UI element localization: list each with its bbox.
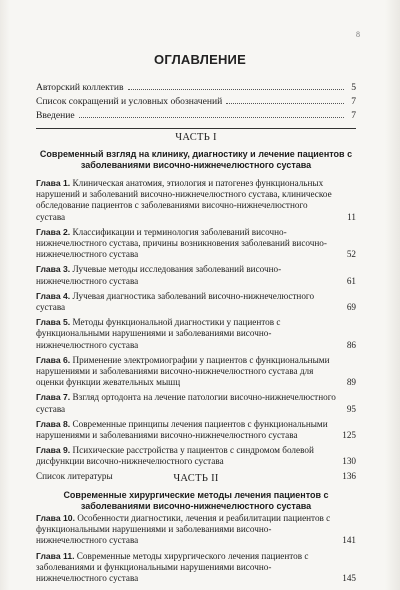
chapter-number: Глава 7.: [36, 392, 71, 403]
toc-entry[interactable]: [36, 513, 356, 547]
toc-entry-page: 7: [351, 96, 356, 107]
toc-entry[interactable]: [36, 419, 356, 441]
toc-entry-page: 69: [346, 302, 356, 313]
chapter-number: Глава 1.: [36, 178, 71, 188]
divider: [36, 128, 356, 129]
dot-leader: [226, 103, 344, 104]
chapter-title: Лучевая диагностика заболеваний височно-нижнечелюстного сустава: [36, 290, 315, 313]
toc-entry[interactable]: [36, 317, 356, 351]
dot-leader: [79, 117, 344, 118]
page-title: ОГЛАВЛЕНИЕ: [154, 52, 246, 67]
toc-entry[interactable]: [36, 355, 356, 389]
toc-entry[interactable]: [36, 392, 356, 414]
chapter-number: Глава 6.: [36, 354, 71, 365]
toc-entry-page: 125: [342, 430, 356, 441]
toc-entry-page: 89: [346, 377, 356, 388]
toc-entry[interactable]: [36, 291, 356, 313]
part-2-chapters: [36, 513, 356, 584]
toc-entry-page: 61: [346, 275, 356, 286]
toc-entry-label: Список сокращений и условных обозначений: [36, 96, 223, 107]
toc-entry-page: 141: [342, 535, 356, 546]
front-matter-list: [36, 82, 356, 124]
chapter-title: Клиническая анатомия, этиология и патогенез функциональных нарушений и заболеваний височно-нижнечелюстного сустава, клиническое обследование пациентов с заболеваниями височно-нижнечелюстного сустава: [36, 178, 332, 222]
chapter-number: Глава 3.: [36, 264, 71, 275]
toc-entry-page: 11: [347, 211, 356, 222]
part-2-header: [36, 470, 356, 512]
toc-entry-page: 7: [351, 110, 356, 121]
toc-entry-page: 86: [346, 339, 356, 350]
chapter-title: Классификации и терминология заболеваний височно-нижнечелюстного сустава, причины возникновения заболеваний височно-нижнечелюстного сустава: [36, 226, 327, 260]
chapter-title: Психические расстройства у пациентов с синдромом болевой дисфункции височно-нижнечелюстного сустава: [36, 445, 314, 467]
toc-entry-page: 136: [342, 470, 356, 481]
chapter-number: Глава 9.: [36, 445, 71, 456]
chapter-number: Глава 10.: [36, 513, 75, 523]
chapter-number: Глава 8.: [36, 418, 71, 429]
toc-entry[interactable]: [36, 264, 356, 286]
toc-entry-page: 130: [342, 456, 356, 467]
chapter-title: Современные методы хирургического лечения пациентов с заболеваниями и функциональными нарушениями височно-нижнечелюстного сустава: [36, 550, 309, 584]
toc-entry-label: Введение: [36, 110, 75, 121]
chapter-title: Особенности диагностики, лечения и реабилитации пациентов с функциональными нарушениями и заболеваниями височно-нижнечелюстного сустава: [36, 513, 331, 546]
toc-entry-page: 95: [346, 403, 356, 414]
chapter-title: Современные принципы лечения пациентов с функциональными нарушениями и заболеваниями височно-нижнечелюстного сустава: [36, 418, 328, 441]
chapter-number: Глава 2.: [36, 226, 71, 237]
part-label: ЧАСТЬ II: [173, 473, 219, 484]
toc-entry[interactable]: [36, 82, 356, 96]
chapter-title: Лучевые методы исследования заболеваний височно-нижнечелюстного сустава: [36, 264, 282, 286]
toc-entry[interactable]: [36, 551, 356, 585]
toc-entry[interactable]: [36, 110, 356, 124]
part-1-header: [36, 132, 356, 171]
chapter-title: Методы функциональной диагностики у пациентов с функциональными нарушениями и заболеваниями височно-нижнечелюстного сустава: [36, 317, 281, 350]
toc-entry[interactable]: [36, 96, 356, 110]
toc-entry-page: 145: [342, 573, 356, 584]
chapter-title: Применение электромиографии у пациентов с функциональными нарушениями и заболеваниями височно-нижнечелюстного сустава для оценки функции жевательных мышц: [36, 354, 330, 388]
page-number: 8: [356, 30, 360, 39]
chapter-number: Глава 11.: [36, 550, 75, 561]
chapter-title: Взгляд ортодонта на лечение патологии височно-нижнечелюстного сустава: [36, 392, 336, 414]
part-title: Современный взгляд на клинику, диагностику и лечение пациентов с заболеваниями височно-нижнечелюстного сустава: [39, 149, 353, 170]
part-title: Современные хирургические методы лечения пациентов с заболеваниями височно-нижнечелюстного сустава: [63, 490, 329, 511]
chapter-number: Глава 5.: [36, 317, 71, 328]
toc-entry[interactable]: [36, 178, 356, 223]
part-1-chapters: [36, 178, 356, 482]
toc-entry-label: Авторский коллектив: [36, 82, 124, 93]
toc-entry[interactable]: [36, 227, 356, 261]
chapter-title: Список литературы: [36, 470, 113, 481]
toc-entry[interactable]: [36, 445, 356, 467]
toc-entry-page: 52: [346, 249, 356, 260]
toc-entry-page: 5: [351, 82, 356, 93]
part-label: ЧАСТЬ I: [175, 132, 217, 143]
dot-leader: [128, 89, 344, 90]
chapter-number: Глава 4.: [36, 290, 71, 301]
